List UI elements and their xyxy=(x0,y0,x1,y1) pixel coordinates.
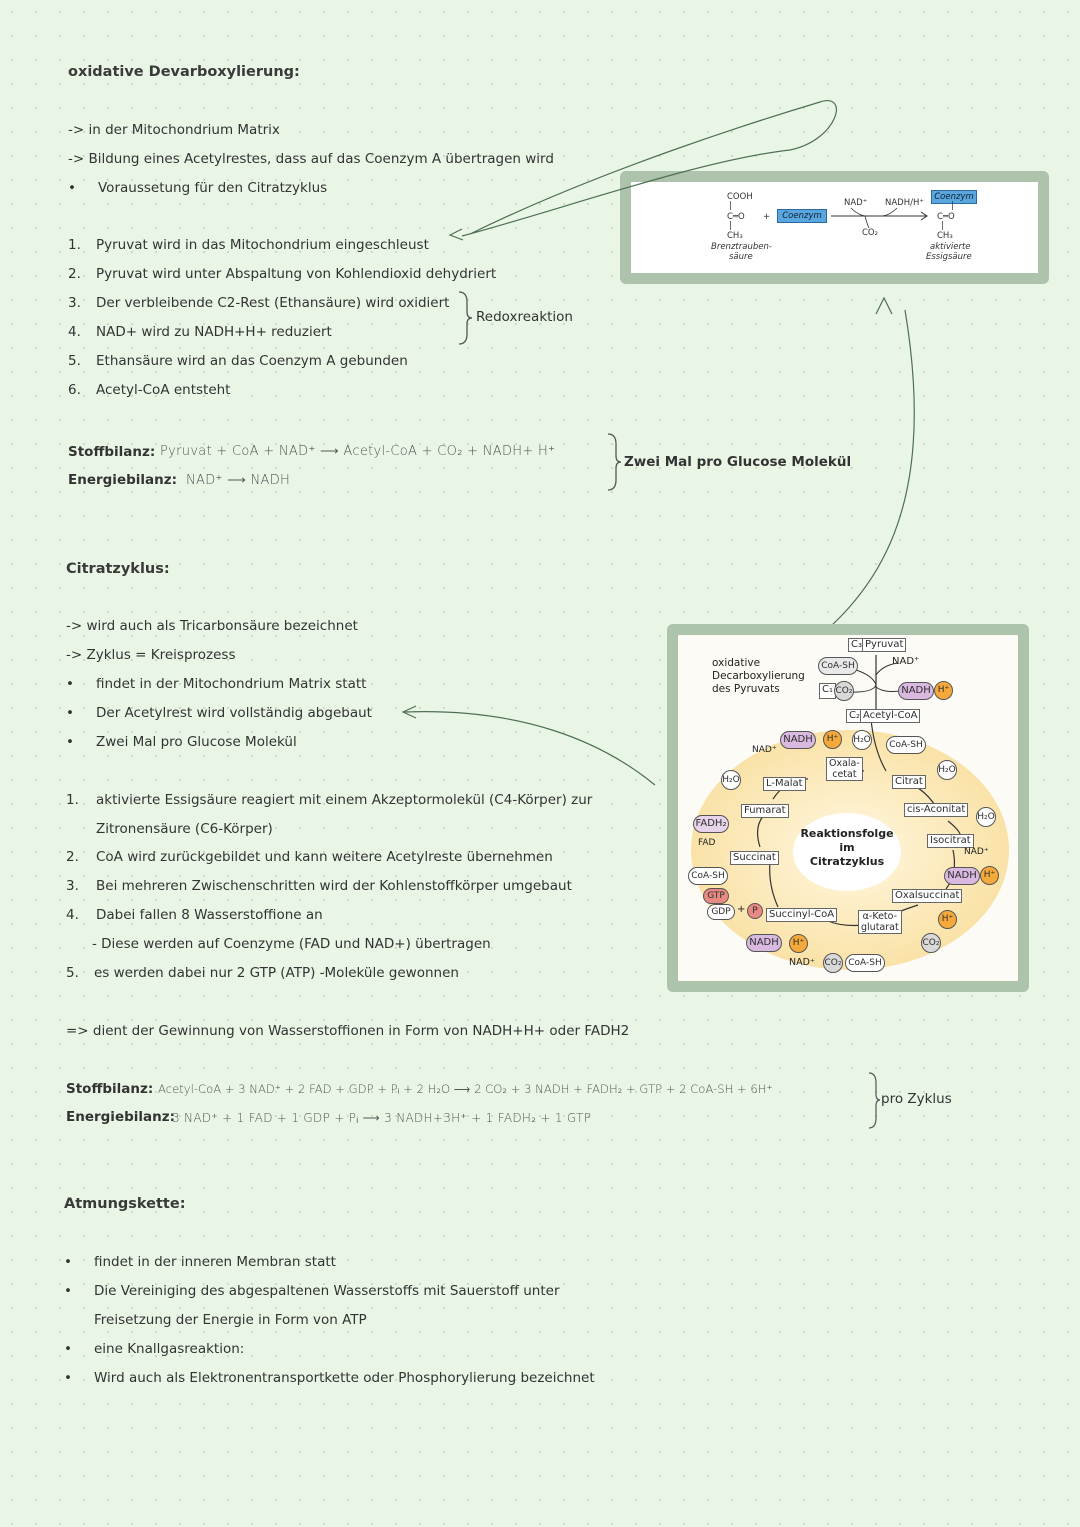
bullet-mark: • xyxy=(64,1283,72,1299)
energiebilanz-equation: NAD⁺ ⟶ NADH xyxy=(186,473,291,488)
bullet-text: Der Acetylrest wird vollständig abgebaut xyxy=(96,705,372,721)
h2o-circle: H₂O xyxy=(721,770,741,790)
h-circle: H⁺ xyxy=(934,681,953,700)
list-num: 5. xyxy=(66,965,79,981)
plus-sign: + xyxy=(763,212,771,222)
succinat-label: Succinat xyxy=(730,851,779,865)
citratzyklus-diagram xyxy=(667,624,1029,992)
fadh2-pill: FADH₂ xyxy=(693,815,729,833)
h2o-circle: H₂O xyxy=(852,730,872,750)
bullet-mark: • xyxy=(64,1341,72,1357)
essig-label: Essigsäure xyxy=(926,252,972,262)
bullet-item xyxy=(64,1254,336,1270)
text-line: -> wird auch als Tricarbonsäure bezeichnet xyxy=(66,618,358,634)
list-item xyxy=(66,965,459,981)
bullet-mark: • xyxy=(68,180,76,196)
nadh-pill-bottom: NADH xyxy=(746,934,782,952)
list-num: 1. xyxy=(68,237,81,253)
lmalat-label: L-Malat xyxy=(763,777,806,791)
list-text: Pyruvat wird in das Mitochondrium eingeschleust xyxy=(96,237,429,253)
list-num: 2. xyxy=(66,849,79,865)
citrat-label: Citrat xyxy=(892,775,926,789)
list-text-cont: Zitronensäure (C6-Körper) xyxy=(96,821,273,837)
oxid-label-3: des Pyruvats xyxy=(712,683,780,695)
oxalsuccinat-label: Oxalsuccinat xyxy=(892,889,962,903)
section-title-oxidative: oxidative Devarboxylierung: xyxy=(68,64,300,80)
nad-bottom-label: NAD⁺ xyxy=(789,957,815,968)
list-num: 6. xyxy=(68,382,81,398)
coenzym-box-right: Coenzym xyxy=(931,190,977,204)
oxala-line-1: Oxala- xyxy=(829,758,860,769)
nad-label: NAD⁺ xyxy=(844,198,868,208)
cooh-label: COOH xyxy=(727,192,753,202)
text-line: -> Zyklus = Kreisprozess xyxy=(66,647,236,663)
bullet-item xyxy=(66,705,372,721)
center-line-3: Citratzyklus xyxy=(809,855,885,868)
nadh-pill-right: NADH xyxy=(944,867,980,885)
cis-aconitat-label: cis-Aconitat xyxy=(904,803,968,817)
stoffbilanz-equation: Acetyl-CoA + 3 NAD⁺ + 2 FAD + GDP + Pᵢ + 2 H₂O ⟶ 2 CO₂ + 3 NADH + FADH₂ + GTP + 2 CoA-SH + 6H⁺ xyxy=(158,1082,773,1096)
list-item xyxy=(66,878,572,894)
bullet-mark: • xyxy=(64,1370,72,1386)
ch3-label: CH₃ xyxy=(727,231,743,241)
text-line: -> Bildung eines Acetylrestes, dass auf das Coenzym A übertragen wird xyxy=(68,151,554,167)
center-line-1: Reaktionsfolge xyxy=(800,827,894,840)
list-text: Ethansäure wird an das Coenzym A gebunden xyxy=(96,353,408,369)
list-item xyxy=(66,849,553,865)
aketo-line-1: α-Keto- xyxy=(862,911,898,922)
p-circle: P xyxy=(747,903,763,919)
h-circle-lower: H⁺ xyxy=(938,910,957,929)
bullet-item xyxy=(64,1341,244,1357)
list-text: es werden dabei nur 2 GTP (ATP) -Moleküle gewonnen xyxy=(94,965,459,981)
brenz-label: Brenztrauben- xyxy=(711,242,772,252)
bullet-mark: • xyxy=(66,734,74,750)
bullet-item xyxy=(66,676,366,692)
isocitrat-label: Isocitrat xyxy=(927,834,974,848)
redox-label: Redoxreaktion xyxy=(476,309,573,325)
plus-sign: + xyxy=(737,904,746,915)
list-num: 4. xyxy=(66,907,79,923)
bullet-text: Voraussetung für den Citratzyklus xyxy=(98,180,328,196)
coash-pill: CoA-SH xyxy=(818,657,858,675)
diagram-panel xyxy=(678,635,1018,981)
bullet-text: Zwei Mal pro Glucose Molekül xyxy=(96,734,297,750)
list-num: 5. xyxy=(68,353,81,369)
bullet-text: Wird auch als Elektronentransportkette oder Phosphorylierung bezeichnet xyxy=(94,1370,595,1386)
list-text: NAD+ wird zu NADH+H+ reduziert xyxy=(96,324,332,340)
bullet-mark: • xyxy=(66,676,74,692)
bullet-item xyxy=(66,734,297,750)
twice-label: Zwei Mal pro Glucose Molekül xyxy=(624,454,852,470)
section-title-atmungskette: Atmungskette: xyxy=(64,1196,186,1212)
c2-badge: C₂ xyxy=(846,709,863,723)
energiebilanz-label: Energiebilanz: xyxy=(68,472,177,488)
list-num: 1. xyxy=(66,792,79,808)
h-circle-left: H⁺ xyxy=(823,730,842,749)
nadh-pill: NADH xyxy=(898,682,934,700)
h-circle-right: H⁺ xyxy=(980,866,999,885)
aketo-line-2: glutarat xyxy=(861,922,899,933)
gtp-pill: GTP xyxy=(703,888,729,904)
text-line: -> in der Mitochondrium Matrix xyxy=(68,122,280,138)
list-text: CoA wird zurückgebildet und kann weitere Acetylreste übernehmen xyxy=(96,849,553,865)
oxalacetat-label xyxy=(826,757,863,781)
stoffbilanz-label: Stoffbilanz: xyxy=(66,1081,154,1097)
co2-circle: CO₂ xyxy=(834,681,854,701)
list-item xyxy=(66,907,323,923)
pro-zyklus-label: pro Zyklus xyxy=(881,1091,952,1107)
oxid-label-1: oxidative xyxy=(712,657,761,669)
nad-top-label: NAD⁺ xyxy=(892,656,920,667)
coenzym-box-left: Coenzym xyxy=(777,209,827,223)
bullet-mark: • xyxy=(64,1254,72,1270)
bullet-text: findet in der Mitochondrium Matrix statt xyxy=(96,676,367,692)
co-label: C═O xyxy=(727,212,745,222)
co2-circle-right: CO₂ xyxy=(921,933,941,953)
list-num: 4. xyxy=(68,324,81,340)
saeure-label: säure xyxy=(729,252,753,262)
gdp-pill: GDP xyxy=(707,904,735,920)
sub-item: - Diese werden auf Coenzyme (FAD und NAD+) übertragen xyxy=(92,936,491,952)
list-text: Dabei fallen 8 Wasserstoffione an xyxy=(96,907,323,923)
aktivierte-label: aktivierte xyxy=(930,242,971,252)
pyruvat-label: Pyruvat xyxy=(862,638,906,652)
list-text: aktivierte Essigsäure reagiert mit einem Akzeptormolekül (C4-Körper) zur xyxy=(96,792,593,808)
stoffbilanz-equation: Pyruvat + CoA + NAD⁺ ⟶ Acetyl-CoA + CO₂ + NADH+ H⁺ xyxy=(160,444,556,459)
nadh-pill-left: NADH xyxy=(780,731,816,749)
coash-pill-left: CoA-SH xyxy=(688,867,728,885)
co2-circle-bottom: CO₂ xyxy=(823,953,843,973)
list-text: Bei mehreren Zwischenschritten wird der Kohlenstoffkörper umgebaut xyxy=(96,878,572,894)
fad-label: FAD xyxy=(698,838,716,848)
center-line-2: im xyxy=(839,841,855,854)
bullet-text: findet in der inneren Membran statt xyxy=(94,1254,336,1270)
coash-pill-bottom: CoA-SH xyxy=(845,954,885,972)
stoffbilanz-label: Stoffbilanz: xyxy=(68,444,156,460)
aketoglutarat-label xyxy=(858,910,902,934)
list-text: Pyruvat wird unter Abspaltung von Kohlendioxid dehydriert xyxy=(96,266,497,282)
list-num: 2. xyxy=(68,266,81,282)
list-text: Acetyl-CoA entsteht xyxy=(96,382,231,398)
oxala-line-2: cetat xyxy=(832,769,857,780)
bullet-text: eine Knallgasreaktion: xyxy=(94,1341,245,1357)
bullet-item xyxy=(64,1283,560,1299)
nad-right-label: NAD⁺ xyxy=(964,847,989,857)
list-num: 3. xyxy=(68,295,81,311)
fumarat-label: Fumarat xyxy=(741,804,789,818)
co2-label: CO₂ xyxy=(862,228,879,238)
ch3-label-right: CH₃ xyxy=(937,231,953,241)
co-label-right: C═O xyxy=(937,212,955,222)
c1-badge: C₁ xyxy=(819,683,836,699)
acetyl-coa-label: Acetyl-CoA xyxy=(860,709,920,723)
diagram-panel: COOH | C═O + | CH₃ Brenztrauben- säure Coenzym NAD⁺ NADH/H⁺ CO₂ Coenzym | C═O | CH₃ aktivierte Essigsäure xyxy=(631,182,1038,273)
bullet-text-cont: Freisetzung der Energie in Form von ATP xyxy=(94,1312,367,1328)
oxid-label-2: Decarboxylierung xyxy=(712,670,805,682)
list-num: 3. xyxy=(66,878,79,894)
energiebilanz-equation: 3 NAD⁺ + 1 FAD + 1 GDP + Pᵢ ⟶ 3 NADH+3H⁺ + 1 FADH₂ + 1 GTP xyxy=(172,1111,592,1125)
succinyl-coa-label: Succinyl-CoA xyxy=(766,908,837,922)
energiebilanz-label: Energiebilanz: xyxy=(66,1109,175,1125)
h-circle-bottom: H⁺ xyxy=(789,934,808,953)
pro-zyklus-brace xyxy=(866,1070,882,1132)
h2o-circle: H₂O xyxy=(937,760,957,780)
conclusion-line: => dient der Gewinnung von Wasserstoffionen in Form von NADH+H+ oder FADH2 xyxy=(66,1023,630,1039)
section-title-citratzyklus: Citratzyklus: xyxy=(66,561,170,577)
nad-left-label: NAD⁺ xyxy=(752,745,777,755)
bullet-item xyxy=(64,1370,595,1386)
nadh-label: NADH/H⁺ xyxy=(885,198,924,208)
bullet-text: Die Vereiniging des abgespaltenen Wasserstoffs mit Sauerstoff unter xyxy=(94,1283,560,1299)
list-item xyxy=(66,792,592,808)
list-text: Der verbleibende C2-Rest (Ethansäure) wird oxidiert xyxy=(96,295,450,311)
bullet-mark: • xyxy=(66,705,74,721)
c3-badge: C₃ xyxy=(848,638,865,652)
h2o-circle: H₂O xyxy=(976,807,996,827)
coash-pill-right: CoA-SH xyxy=(886,736,926,754)
